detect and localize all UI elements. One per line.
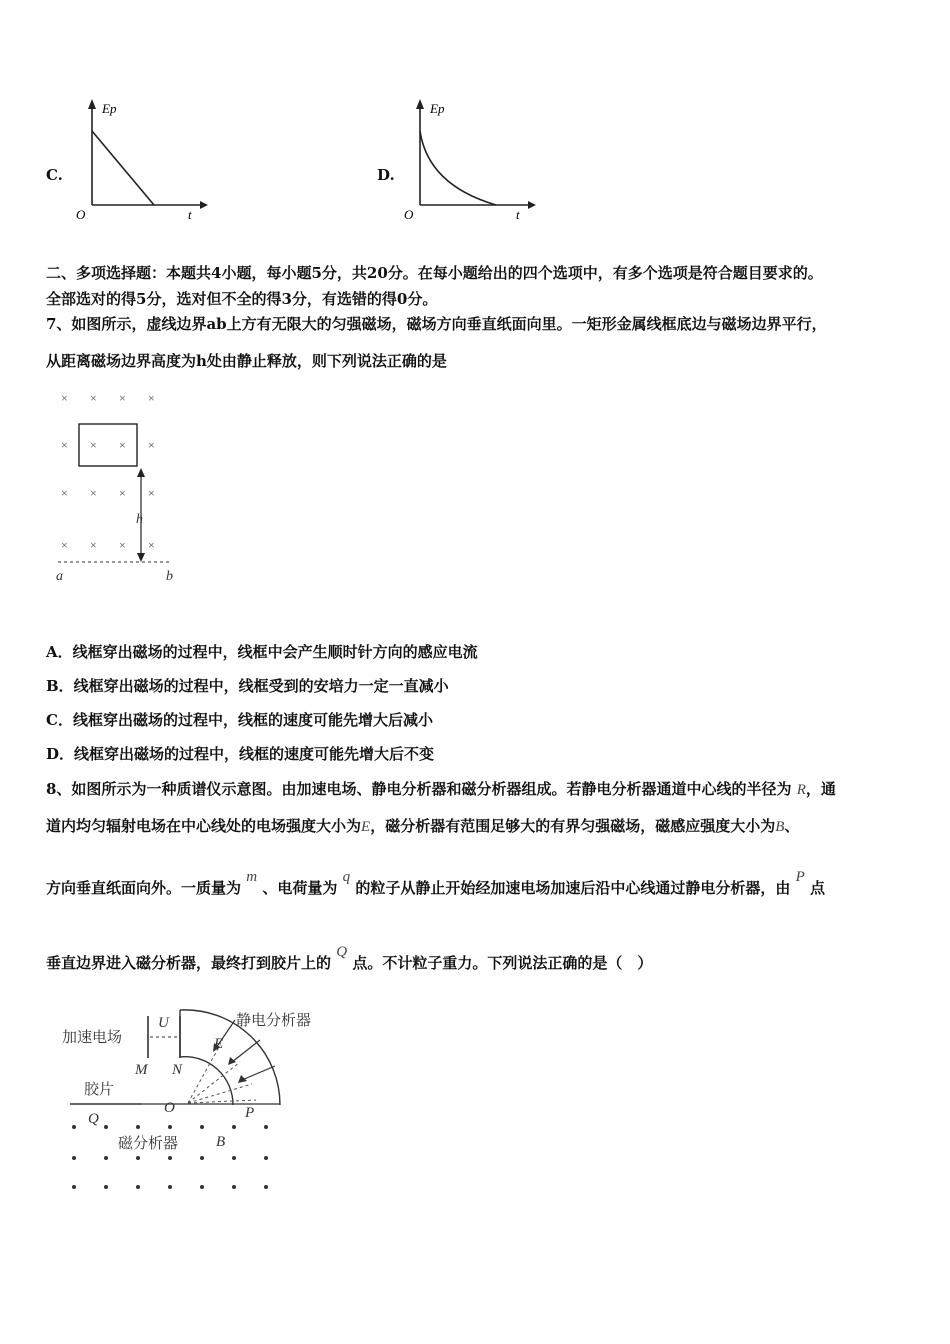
accel-field-label: 加速电场 <box>62 1028 123 1046</box>
cross: × <box>61 486 68 500</box>
cross: × <box>90 538 97 552</box>
symbol-E: E <box>361 819 371 835</box>
ylabel-c: Ep <box>102 101 117 116</box>
cross: × <box>119 486 126 500</box>
q8-line3: 方向垂直纸面向外。一质量为 m 、电荷量为 q 的粒子从静止开始经加速电场加速后沿中心线通过静电分析器，由 P 点 <box>46 869 825 897</box>
cross: × <box>90 391 97 405</box>
cross: × <box>119 391 126 405</box>
cross: × <box>148 486 155 500</box>
electro-analyzer-label: 静电分析器 <box>236 1011 312 1029</box>
q8-mass-spectrometer-figure <box>60 1000 360 1200</box>
symbol-R: R <box>796 782 806 798</box>
graph-d <box>398 95 538 225</box>
symbol-q: q <box>342 869 351 885</box>
label-N: N <box>172 1062 183 1078</box>
label-P: P <box>245 1105 255 1121</box>
q7-option-a: A．线框穿出磁场的过程中，线框中会产生顺时针方向的感应电流 <box>46 643 478 661</box>
q8-line2: 道内均匀辐射电场在中心线处的电场强度大小为E，磁分析器有范围足够大的有界匀强磁场，磁感应强度大小为B、 <box>46 817 800 835</box>
label-B: B <box>216 1134 226 1150</box>
xlabel-d: t <box>516 207 520 222</box>
symbol-Q: Q <box>336 944 348 960</box>
cross: × <box>148 438 155 452</box>
cross: × <box>119 538 126 552</box>
q7-line1: 7、如图所示，虚线边界ab上方有无限大的匀强磁场，磁场方向垂直纸面向里。一矩形金属线框底边与磁场边界平行， <box>46 315 827 333</box>
label-Q: Q <box>88 1111 99 1127</box>
q7-option-c: C．线框穿出磁场的过程中，线框的速度可能先增大后减小 <box>46 711 433 729</box>
label-b: b <box>166 569 173 584</box>
option-d-label: D. <box>377 166 395 184</box>
ylabel-d: Ep <box>430 101 445 116</box>
q8-line1: 8、如图所示为一种质谱仪示意图。由加速电场、静电分析器和磁分析器组成。若静电分析器通道中心线的半径为 R，通 <box>46 780 836 798</box>
cross: × <box>148 538 155 552</box>
symbol-P: P <box>795 869 805 885</box>
q7-option-d: D．线框穿出磁场的过程中，线框的速度可能先增大后不变 <box>46 745 435 763</box>
q8-line4: 垂直边界进入磁分析器，最终打到胶片上的 Q 点。不计粒子重力。下列说法正确的是（ ） <box>46 944 653 972</box>
symbol-B: B <box>775 819 785 835</box>
ep-line-decreasing <box>92 131 154 205</box>
film-label: 胶片 <box>84 1080 115 1098</box>
ep-curve-decay <box>420 131 496 205</box>
label-O: O <box>164 1100 175 1116</box>
height-label: h <box>136 512 143 527</box>
cross: × <box>61 538 68 552</box>
graph-c <box>70 95 210 225</box>
cross: × <box>61 438 68 452</box>
q7-option-b: B．线框穿出磁场的过程中，线框受到的安培力一定一直减小 <box>46 677 449 695</box>
origin-c: O <box>76 207 86 222</box>
option-c-label: C. <box>46 166 63 184</box>
origin-d: O <box>404 207 414 222</box>
section2-line2: 全部选对的得5分，选对但不全的得3分，有选错的得0分。 <box>46 290 438 308</box>
section2-line1: 二、多项选择题：本题共4小题，每小题5分，共20分。在每小题给出的四个选项中，有多个选项是符合题目要求的。 <box>46 264 823 282</box>
q7-figure <box>46 385 186 590</box>
magnetic-analyzer-label: 磁分析器 <box>118 1134 179 1152</box>
label-M: M <box>135 1062 148 1078</box>
cross: × <box>61 391 68 405</box>
cross: × <box>148 391 155 405</box>
cross: × <box>119 438 126 452</box>
symbol-m: m <box>246 869 258 885</box>
label-a: a <box>56 569 63 584</box>
q7-line2: 从距离磁场边界高度为h处由静止释放，则下列说法正确的是 <box>46 352 447 370</box>
label-E: E <box>214 1036 224 1052</box>
cross: × <box>90 486 97 500</box>
metal-frame <box>79 424 137 466</box>
xlabel-c: t <box>188 207 192 222</box>
label-U: U <box>158 1015 169 1031</box>
cross: × <box>90 438 97 452</box>
